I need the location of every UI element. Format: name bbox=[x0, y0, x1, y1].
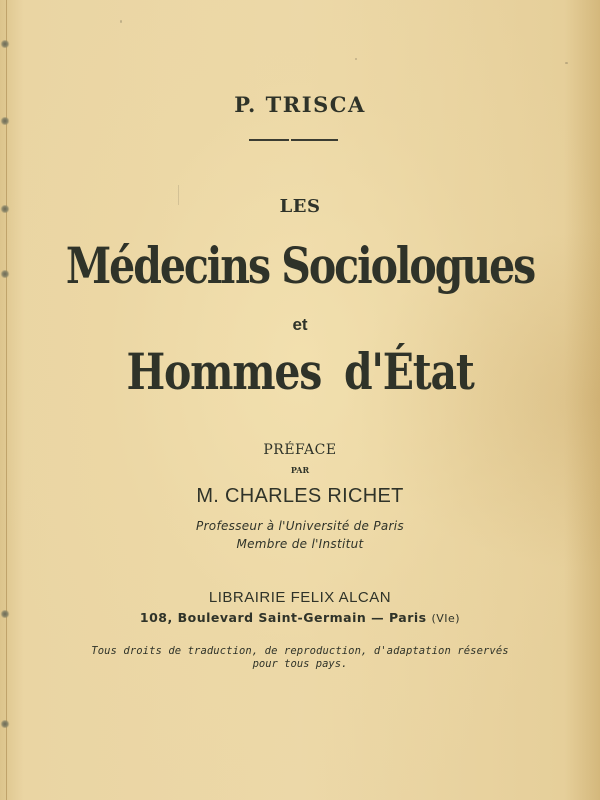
publisher-name: LIBRAIRIE FELIX ALCAN bbox=[208, 589, 392, 606]
paper-speck bbox=[355, 58, 357, 60]
binding-stitch bbox=[0, 40, 10, 48]
title-prefix: LES bbox=[279, 196, 321, 217]
author-name: P. TRISCA bbox=[234, 92, 366, 117]
publisher-address-district: (VIe) bbox=[431, 612, 461, 625]
title-line-1: Médecins Sociologues bbox=[65, 236, 535, 295]
rights-notice-line-1: Tous droits de traduction, de reproduction, d'adaptation réservés bbox=[91, 645, 509, 657]
binding-stitch bbox=[0, 720, 10, 728]
preface-by: PAR bbox=[290, 465, 310, 475]
publisher-address-main: 108, Boulevard Saint-Germain — Paris bbox=[139, 610, 427, 625]
binding-stitch bbox=[0, 270, 10, 278]
divider-rule-right bbox=[291, 139, 338, 141]
preface-author-title: Professeur à l'Université de Paris bbox=[196, 519, 404, 533]
preface-author: M. CHARLES RICHET bbox=[196, 485, 404, 507]
preface-author-membership: Membre de l'Institut bbox=[236, 537, 364, 551]
paper-speck bbox=[120, 20, 122, 23]
title-conjunction: et bbox=[292, 315, 308, 334]
preface-label: PRÉFACE bbox=[263, 442, 337, 458]
paper-speck bbox=[565, 62, 568, 64]
binding-stitch bbox=[0, 117, 10, 125]
title-line-2: Hommes d'État bbox=[126, 342, 474, 401]
divider-rule-left bbox=[249, 139, 289, 141]
publisher-address bbox=[0, 610, 600, 625]
rights-notice-line-2: pour tous pays. bbox=[252, 658, 348, 670]
